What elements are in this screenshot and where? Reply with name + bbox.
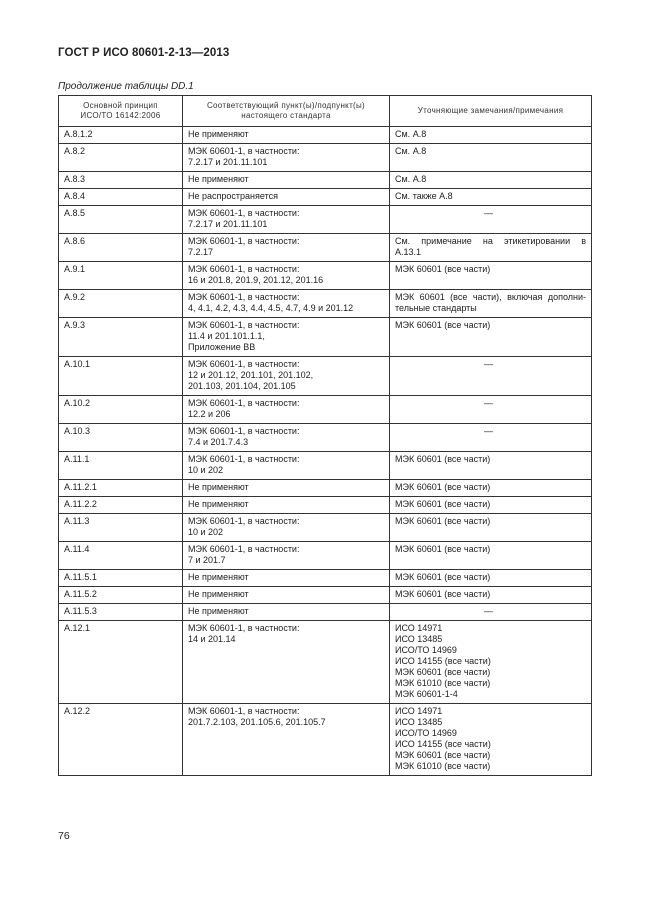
- cell-line: ИСО 13485: [395, 634, 443, 644]
- table-row: [59, 480, 592, 497]
- header-line: настоящего стандарта: [241, 110, 331, 120]
- table-row: [59, 424, 592, 452]
- table-row: [59, 144, 592, 172]
- cell-line: МЭК 60601 (все части): [395, 667, 491, 677]
- clause-cell: [183, 480, 390, 497]
- cell-line: МЭК 60601 (все части): [395, 320, 491, 330]
- cell-line: —: [484, 426, 493, 436]
- cell-line: МЭК 60601-1, в частности:: [188, 320, 300, 330]
- table-row: [59, 621, 592, 704]
- cell-line: МЭК 60601-1, в частности:: [188, 146, 300, 156]
- cell-line: МЭК 60601-1, в частности:: [188, 623, 300, 633]
- table-row: [59, 290, 592, 318]
- cell-line: МЭК 60601-1, в частности:: [188, 264, 300, 274]
- remarks-cell: [390, 357, 592, 396]
- remarks-cell: [390, 262, 592, 290]
- cell-line: См. A.8: [395, 174, 427, 184]
- header-line: Уточняющие замечания/примечания: [417, 105, 564, 115]
- cell-line: —: [484, 359, 493, 369]
- table-row: [59, 396, 592, 424]
- cell-line: 7.2.17 и 201.11.101: [188, 219, 268, 229]
- cell-line: МЭК 60601-1, в частности:: [188, 398, 300, 408]
- clause-cell: [183, 234, 390, 262]
- cell-line: 7 и 201.7: [188, 555, 226, 565]
- principle-cell: A.8.1.2: [59, 127, 183, 144]
- cell-line: 7.2.17: [188, 247, 214, 257]
- principle-cell: A.11.4: [59, 542, 183, 570]
- table-row: [59, 189, 592, 206]
- cell-line: МЭК 61010 (все части): [395, 761, 491, 771]
- table-row: [59, 704, 592, 776]
- clause-cell: [183, 318, 390, 357]
- clause-cell: [183, 514, 390, 542]
- clause-cell: [183, 396, 390, 424]
- table-row: [59, 497, 592, 514]
- principle-cell: A.11.5.3: [59, 604, 183, 621]
- clause-cell: [183, 144, 390, 172]
- cell-line: 12.2 и 206: [188, 409, 231, 419]
- cell-line: ИСО 14155 (все части): [395, 656, 491, 666]
- cell-line: —: [484, 398, 493, 408]
- table-row: [59, 262, 592, 290]
- remarks-cell: [390, 318, 592, 357]
- cell-line: Не применяют: [188, 129, 249, 139]
- cell-line: ИСО 13485: [395, 717, 443, 727]
- remarks-cell: [390, 587, 592, 604]
- remarks-cell: [390, 604, 592, 621]
- clause-cell: [183, 172, 390, 189]
- clause-cell: [183, 497, 390, 514]
- table-row: [59, 452, 592, 480]
- column-header-remarks: [390, 96, 592, 127]
- table-row: [59, 206, 592, 234]
- remarks-cell: [390, 290, 592, 318]
- cell-line: МЭК 60601-1, в частности:: [188, 359, 300, 369]
- column-header-clause: [183, 96, 390, 127]
- cell-line: Не применяют: [188, 174, 249, 184]
- cell-line: МЭК 60601 (все части): [395, 544, 491, 554]
- principle-cell: A.9.1: [59, 262, 183, 290]
- remarks-cell: [390, 480, 592, 497]
- requirements-table: [58, 95, 592, 776]
- principle-cell: A.8.5: [59, 206, 183, 234]
- principle-cell: A.11.2.2: [59, 497, 183, 514]
- cell-line: A.13.1: [395, 247, 422, 257]
- cell-line: тельные стандарты: [395, 303, 477, 313]
- header-line: Соответствующий пункт(ы)/подпункт(ы): [206, 100, 366, 110]
- remarks-cell: [390, 172, 592, 189]
- clause-cell: [183, 127, 390, 144]
- cell-line: См. A.8: [395, 146, 427, 156]
- cell-line: 10 и 202: [188, 527, 224, 537]
- principle-cell: A.9.3: [59, 318, 183, 357]
- cell-line: 16 и 201.8, 201.9, 201.12, 201.16: [188, 275, 324, 285]
- cell-line: МЭК 61010 (все части): [395, 678, 491, 688]
- cell-line: ИСО 14155 (все части): [395, 739, 491, 749]
- principle-cell: A.11.3: [59, 514, 183, 542]
- cell-line: МЭК 60601-1, в частности:: [188, 208, 300, 218]
- cell-line: Не распространяется: [188, 191, 278, 201]
- principle-cell: A.11.5.2: [59, 587, 183, 604]
- table-row: [59, 357, 592, 396]
- cell-line: МЭК 60601-1, в частности:: [188, 454, 300, 464]
- cell-line: Приложение BB: [188, 342, 256, 352]
- remarks-cell: [390, 570, 592, 587]
- cell-line: ИСО/ТО 14969: [395, 645, 457, 655]
- cell-line: См. примечание на этикетировании в: [395, 236, 586, 246]
- cell-line: МЭК 60601 (все части): [395, 516, 491, 526]
- clause-cell: [183, 357, 390, 396]
- page-number: 76: [58, 830, 70, 842]
- remarks-cell: [390, 514, 592, 542]
- cell-line: МЭК 60601 (все части): [395, 572, 491, 582]
- cell-line: 10 и 202: [188, 465, 224, 475]
- cell-line: МЭК 60601 (все части): [395, 482, 491, 492]
- cell-line: Не применяют: [188, 606, 249, 616]
- table-row: [59, 318, 592, 357]
- cell-line: МЭК 60601-1, в частности:: [188, 292, 300, 302]
- cell-line: МЭК 60601 (все части): [395, 750, 491, 760]
- remarks-cell: [390, 127, 592, 144]
- remarks-cell: [390, 424, 592, 452]
- table-row: [59, 234, 592, 262]
- cell-line: ИСО 14971: [395, 623, 443, 633]
- clause-cell: [183, 452, 390, 480]
- table-row: [59, 542, 592, 570]
- cell-line: МЭК 60601 (все части), включая дополни-: [395, 292, 586, 302]
- remarks-cell: [390, 621, 592, 704]
- clause-cell: [183, 587, 390, 604]
- principle-cell: A.11.2.1: [59, 480, 183, 497]
- cell-line: МЭК 60601-1, в частности:: [188, 544, 300, 554]
- cell-line: МЭК 60601-1-4: [395, 689, 458, 699]
- cell-line: МЭК 60601 (все части): [395, 589, 491, 599]
- principle-cell: A.10.3: [59, 424, 183, 452]
- cell-line: МЭК 60601 (все части): [395, 264, 491, 274]
- cell-line: 11.4 и 201.101.1.1,: [188, 331, 265, 341]
- table-header: [59, 96, 592, 127]
- cell-line: См. A.8: [395, 129, 427, 139]
- remarks-cell: [390, 542, 592, 570]
- table-row: [59, 172, 592, 189]
- table-row: [59, 127, 592, 144]
- principle-cell: A.8.2: [59, 144, 183, 172]
- cell-line: МЭК 60601-1, в частности:: [188, 706, 300, 716]
- cell-line: Не применяют: [188, 589, 249, 599]
- clause-cell: [183, 604, 390, 621]
- table-row: [59, 587, 592, 604]
- document-title: ГОСТ Р ИСО 80601-2-13—2013: [58, 47, 230, 59]
- remarks-cell: [390, 206, 592, 234]
- principle-cell: A.9.2: [59, 290, 183, 318]
- table-row: [59, 570, 592, 587]
- cell-line: Не применяют: [188, 482, 249, 492]
- principle-cell: A.11.1: [59, 452, 183, 480]
- clause-cell: [183, 424, 390, 452]
- remarks-cell: [390, 396, 592, 424]
- cell-line: МЭК 60601-1, в частности:: [188, 236, 300, 246]
- remarks-cell: [390, 234, 592, 262]
- principle-cell: A.8.6: [59, 234, 183, 262]
- clause-cell: [183, 189, 390, 206]
- clause-cell: [183, 206, 390, 234]
- cell-line: —: [484, 208, 493, 218]
- cell-line: 201.103, 201.104, 201.105: [188, 381, 296, 391]
- clause-cell: [183, 570, 390, 587]
- cell-line: 7.2.17 и 201.11.101: [188, 157, 268, 167]
- principle-cell: A.12.1: [59, 621, 183, 704]
- cell-line: МЭК 60601-1, в частности:: [188, 426, 300, 436]
- principle-cell: A.8.3: [59, 172, 183, 189]
- remarks-cell: [390, 189, 592, 206]
- principle-cell: A.8.4: [59, 189, 183, 206]
- remarks-cell: [390, 452, 592, 480]
- clause-cell: [183, 704, 390, 776]
- clause-cell: [183, 262, 390, 290]
- cell-line: ИСО/ТО 14969: [395, 728, 457, 738]
- cell-line: ИСО 14971: [395, 706, 443, 716]
- column-header-principle: [59, 96, 183, 127]
- header-line: Основной принцип: [83, 100, 158, 110]
- clause-cell: [183, 542, 390, 570]
- cell-line: —: [484, 606, 493, 616]
- clause-cell: [183, 621, 390, 704]
- header-line: ИСО/ТО 16142:2006: [80, 110, 161, 120]
- cell-line: 4, 4.1, 4.2, 4.3, 4.4, 4.5, 4.7, 4.9 и 201.12: [188, 303, 354, 313]
- table-header-row: [59, 96, 592, 127]
- clause-cell: [183, 290, 390, 318]
- cell-line: МЭК 60601 (все части): [395, 454, 491, 464]
- principle-cell: A.12.2: [59, 704, 183, 776]
- principle-cell: A.10.1: [59, 357, 183, 396]
- table-row: [59, 514, 592, 542]
- cell-line: Не применяют: [188, 572, 249, 582]
- principle-cell: A.10.2: [59, 396, 183, 424]
- remarks-cell: [390, 497, 592, 514]
- cell-line: Не применяют: [188, 499, 249, 509]
- cell-line: МЭК 60601-1, в частности:: [188, 516, 300, 526]
- cell-line: 12 и 201.12, 201.101, 201.102,: [188, 370, 314, 380]
- cell-line: 14 и 201.14: [188, 634, 236, 644]
- remarks-cell: [390, 144, 592, 172]
- remarks-cell: [390, 704, 592, 776]
- table-row: [59, 604, 592, 621]
- cell-line: См. также A.8: [395, 191, 453, 201]
- table-body: [59, 127, 592, 776]
- cell-line: 7.4 и 201.7.4.3: [188, 437, 249, 447]
- cell-line: 201.7.2.103, 201.105.6, 201.105.7: [188, 717, 326, 727]
- cell-line: МЭК 60601 (все части): [395, 499, 491, 509]
- principle-cell: A.11.5.1: [59, 570, 183, 587]
- table-caption: Продолжение таблицы DD.1: [58, 81, 194, 92]
